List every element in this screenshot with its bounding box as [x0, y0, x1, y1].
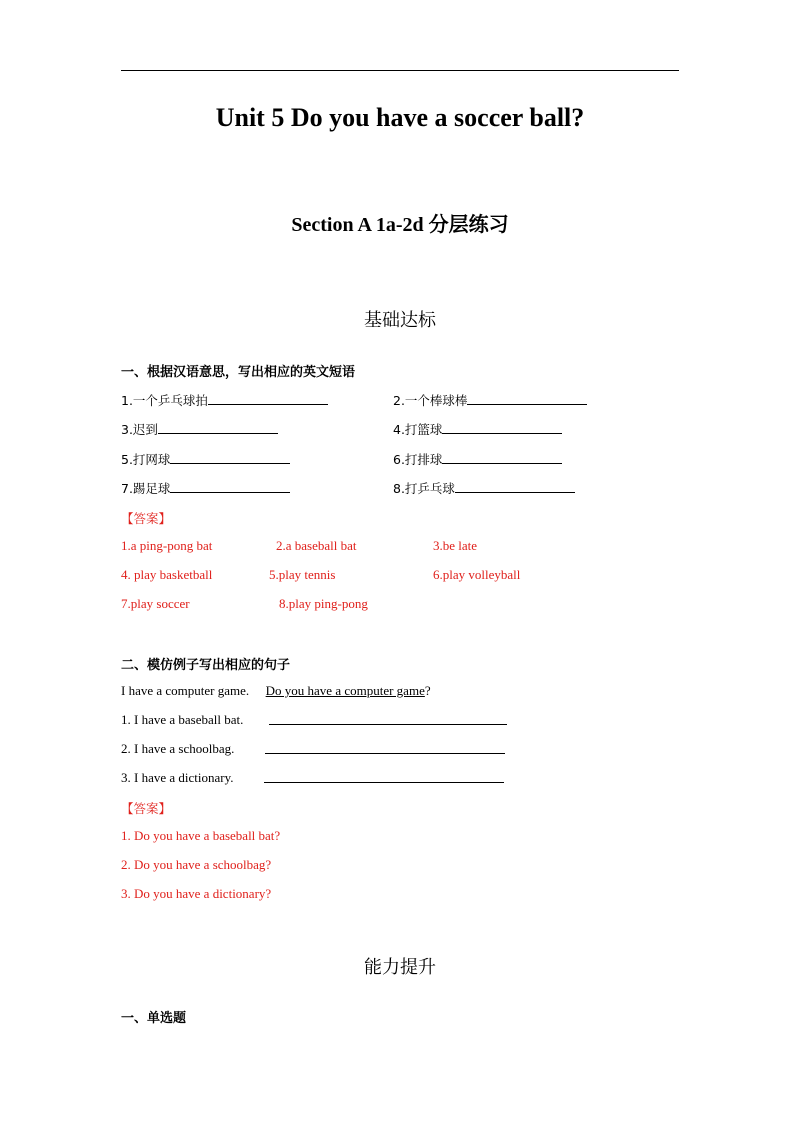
- part1-answer-label: 【答案】: [121, 511, 172, 526]
- part2-blank-row: [265, 741, 505, 758]
- answer-blank[interactable]: [269, 712, 507, 725]
- part1-answer: 4. play basketball: [121, 567, 213, 582]
- part2-example: [121, 683, 431, 699]
- part1-answer: 1.a ping-pong bat: [121, 538, 213, 553]
- part1-item: 6.打排球: [393, 450, 562, 468]
- part1-item: 2.一个棒球棒: [393, 391, 587, 409]
- part2-heading: 二、模仿例子写出相应的句子: [121, 658, 291, 673]
- part2-item: 3. I have a dictionary.: [121, 770, 234, 785]
- part3-heading: 一、单选题: [121, 1011, 187, 1026]
- example-prompt: I have a computer game.: [121, 683, 250, 698]
- answer-blank[interactable]: [208, 392, 328, 405]
- part2-item: 1. I have a baseball bat.: [121, 712, 244, 727]
- part1-answer: 6.play volleyball: [433, 567, 521, 582]
- part1-answer: 5.play tennis: [269, 567, 336, 582]
- part2-answer: 2. Do you have a schoolbag?: [121, 857, 272, 872]
- answer-blank[interactable]: [170, 480, 290, 493]
- part2-answer: 1. Do you have a baseball bat?: [121, 828, 281, 843]
- part1-answer: 8.play ping-pong: [279, 596, 368, 611]
- part1-answer: 7.play soccer: [121, 596, 190, 611]
- answer-blank[interactable]: [442, 421, 562, 434]
- answer-blank[interactable]: [158, 421, 278, 434]
- example-end: ?: [424, 683, 431, 698]
- part1-item: 1.一个乒乓球拍: [121, 391, 328, 409]
- answer-blank[interactable]: [442, 451, 562, 464]
- part2-item: 2. I have a schoolbag.: [121, 741, 235, 756]
- part1-item: 5.打网球: [121, 450, 290, 468]
- advanced-section-heading: 能力提升: [364, 957, 436, 978]
- answer-blank[interactable]: [264, 770, 504, 783]
- part1-heading: 一、根据汉语意思，写出相应的英文短语: [121, 365, 356, 380]
- answer-blank[interactable]: [170, 451, 290, 464]
- part1-answer: 3.be late: [433, 538, 478, 553]
- answer-blank[interactable]: [265, 741, 505, 754]
- part2-blank-row: [264, 770, 504, 787]
- part1-answer: 2.a baseball bat: [276, 538, 357, 553]
- part1-item: 7.踢足球: [121, 479, 290, 497]
- part2-answer: 3. Do you have a dictionary?: [121, 886, 272, 901]
- document-title: Unit 5 Do you have a soccer ball?: [215, 103, 585, 132]
- answer-blank[interactable]: [467, 392, 587, 405]
- part1-item: 3.迟到: [121, 420, 278, 438]
- part1-item: 4.打篮球: [393, 420, 562, 438]
- top-rule: [121, 70, 679, 71]
- basic-section-heading: 基础达标: [364, 310, 436, 331]
- part2-answer-label: 【答案】: [121, 801, 172, 816]
- example-answer: Do you have a computer game: [265, 683, 425, 698]
- document-subtitle: Section A 1a-2d 分层练习: [291, 214, 509, 236]
- part1-item: 8.打乒乓球: [393, 479, 575, 497]
- answer-blank[interactable]: [455, 480, 575, 493]
- part2-blank-row: [269, 712, 507, 729]
